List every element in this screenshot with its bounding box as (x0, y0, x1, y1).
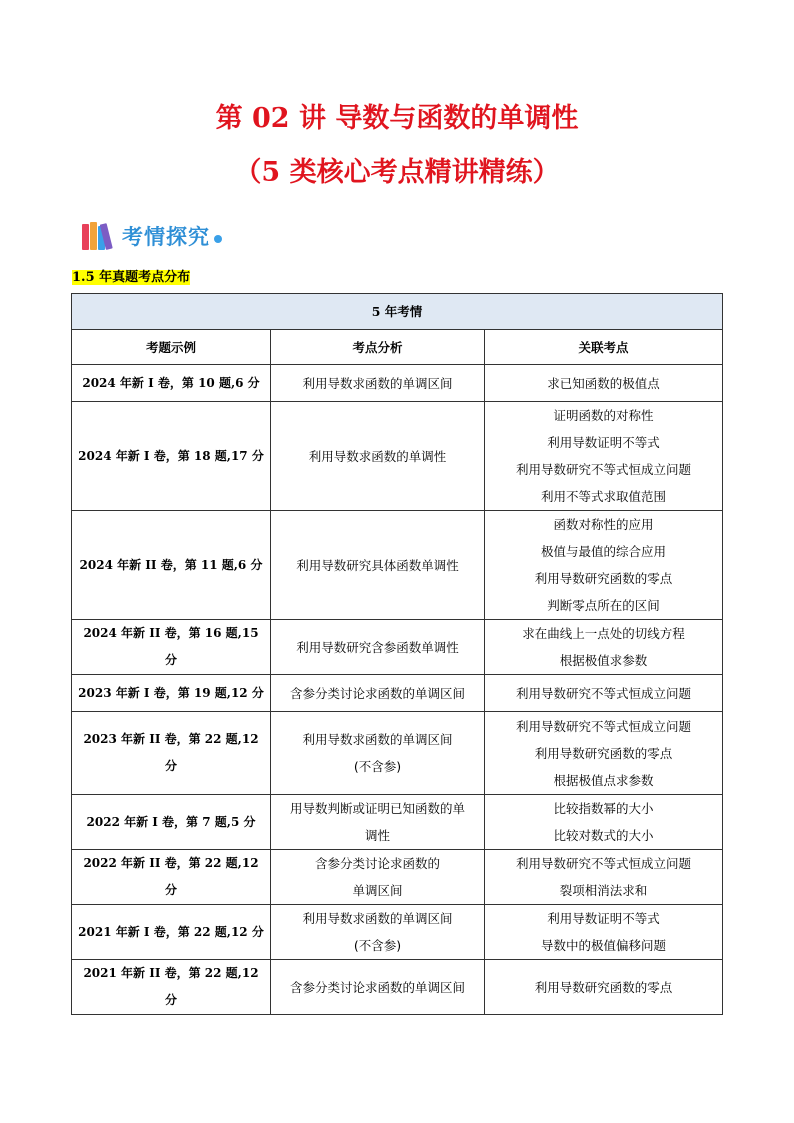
related-line: 利用导数研究函数的零点 (534, 571, 673, 586)
section-dot (214, 235, 222, 243)
related-line: 证明函数的对称性 (553, 408, 654, 423)
related-line: 根据极值求参数 (559, 653, 648, 668)
analysis-cell (271, 850, 485, 905)
related-cell (485, 850, 723, 905)
exam-cell: 2022 年新 II 卷，第 22 题,12 分 (72, 850, 271, 905)
analysis-cell (271, 620, 485, 675)
exam-cell: 2023 年新 I 卷，第 19 题,12 分 (72, 675, 271, 712)
table-row (72, 365, 723, 402)
analysis-line: (不含参) (353, 759, 402, 774)
analysis-line: 含参分类讨论求函数的单调区间 (289, 979, 465, 995)
exam-cell: 2024 年新 I 卷，第 18 题,17 分 (72, 402, 271, 511)
column-header-exam: 考题示例 (72, 330, 271, 365)
related-cell (485, 402, 723, 511)
related-line: 判断零点所在的区间 (547, 598, 660, 613)
analysis-line: 利用导数研究含参函数单调性 (296, 639, 459, 655)
column-header-analysis: 考点分析 (271, 330, 485, 365)
exam-table (71, 293, 723, 1015)
table-row (72, 712, 723, 795)
analysis-line: 利用导数求函数的单调区间 (302, 375, 453, 391)
section-header (80, 220, 222, 252)
analysis-cell (271, 905, 485, 960)
related-cell (485, 365, 723, 402)
related-line: 利用导数证明不等式 (547, 435, 660, 450)
analysis-line: 用导数判断或证明已知函数的单 (289, 801, 465, 816)
related-cell (485, 795, 723, 850)
related-cell (485, 960, 723, 1015)
document-subtitle: （5 类核心考点精讲精练） (234, 157, 560, 188)
related-cell (485, 675, 723, 712)
related-line: 利用导数研究不等式恒成立问题 (515, 856, 691, 871)
analysis-line: 利用导数研究具体函数单调性 (296, 557, 459, 573)
related-line: 利用导数研究不等式恒成立问题 (515, 462, 691, 477)
exam-cell: 2024 年新 I 卷，第 10 题,6 分 (72, 365, 271, 402)
related-line: 利用导数证明不等式 (547, 911, 660, 926)
analysis-line: 单调区间 (352, 883, 403, 898)
table-header: 5 年考情 (72, 294, 723, 330)
related-line: 利用不等式求取值范围 (540, 489, 666, 504)
related-line: 函数对称性的应用 (553, 517, 654, 532)
analysis-line: 利用导数求函数的单调区间 (302, 732, 453, 747)
analysis-cell (271, 960, 485, 1015)
subheading-number: 1. (72, 270, 86, 285)
document-title: 第 02 讲 导数与函数的单调性 (215, 103, 579, 134)
related-line: 比较指数幂的大小 (553, 801, 654, 816)
books-icon (80, 220, 120, 252)
subheading (72, 266, 190, 285)
table-row (72, 850, 723, 905)
analysis-cell (271, 365, 485, 402)
subheading-text: 5 年真题考点分布 (85, 270, 191, 285)
analysis-line: 利用导数求函数的单调性 (308, 448, 447, 464)
analysis-cell (271, 675, 485, 712)
analysis-line: 含参分类讨论求函数的 (314, 856, 440, 871)
section-title: 考情探究 (122, 225, 210, 249)
analysis-cell (271, 795, 485, 850)
analysis-line: 含参分类讨论求函数的单调区间 (289, 685, 465, 701)
table-row (72, 511, 723, 620)
table-row (72, 960, 723, 1015)
related-line: 求已知函数的极值点 (547, 375, 660, 391)
related-line: 根据极值点求参数 (553, 772, 654, 788)
related-line: 导数中的极值偏移问题 (540, 938, 666, 953)
column-header-related: 关联考点 (485, 330, 723, 365)
exam-cell: 2023 年新 II 卷，第 22 题,12 分 (72, 712, 271, 795)
exam-cell: 2024 年新 II 卷，第 11 题,6 分 (72, 511, 271, 620)
related-line: 比较对数式的大小 (553, 828, 654, 843)
analysis-line: 利用导数求函数的单调区间 (302, 911, 453, 926)
exam-cell: 2024 年新 II 卷，第 16 题,15 分 (72, 620, 271, 675)
related-line: 极值与最值的综合应用 (540, 544, 666, 559)
table-row (72, 905, 723, 960)
related-line: 利用导数研究不等式恒成立问题 (515, 685, 691, 701)
related-line: 利用导数研究函数的零点 (534, 745, 673, 761)
related-cell (485, 511, 723, 620)
analysis-cell (271, 712, 485, 795)
exam-cell: 2021 年新 II 卷，第 22 题,12 分 (72, 960, 271, 1015)
table-body (72, 365, 723, 1015)
exam-cell: 2022 年新 I 卷，第 7 题,5 分 (72, 795, 271, 850)
related-line: 利用导数研究函数的零点 (534, 979, 673, 995)
table-row (72, 675, 723, 712)
related-line: 求在曲线上一点处的切线方程 (522, 626, 685, 641)
table-row (72, 620, 723, 675)
related-cell (485, 712, 723, 795)
table-row (72, 402, 723, 511)
related-line: 裂项相消法求和 (559, 883, 648, 898)
exam-cell: 2021 年新 I 卷，第 22 题,12 分 (72, 905, 271, 960)
table-row (72, 795, 723, 850)
related-line: 利用导数研究不等式恒成立问题 (515, 718, 691, 734)
related-cell (485, 620, 723, 675)
analysis-cell (271, 511, 485, 620)
analysis-line: 调性 (364, 828, 390, 843)
analysis-cell (271, 402, 485, 511)
related-cell (485, 905, 723, 960)
analysis-line: (不含参) (353, 938, 402, 953)
